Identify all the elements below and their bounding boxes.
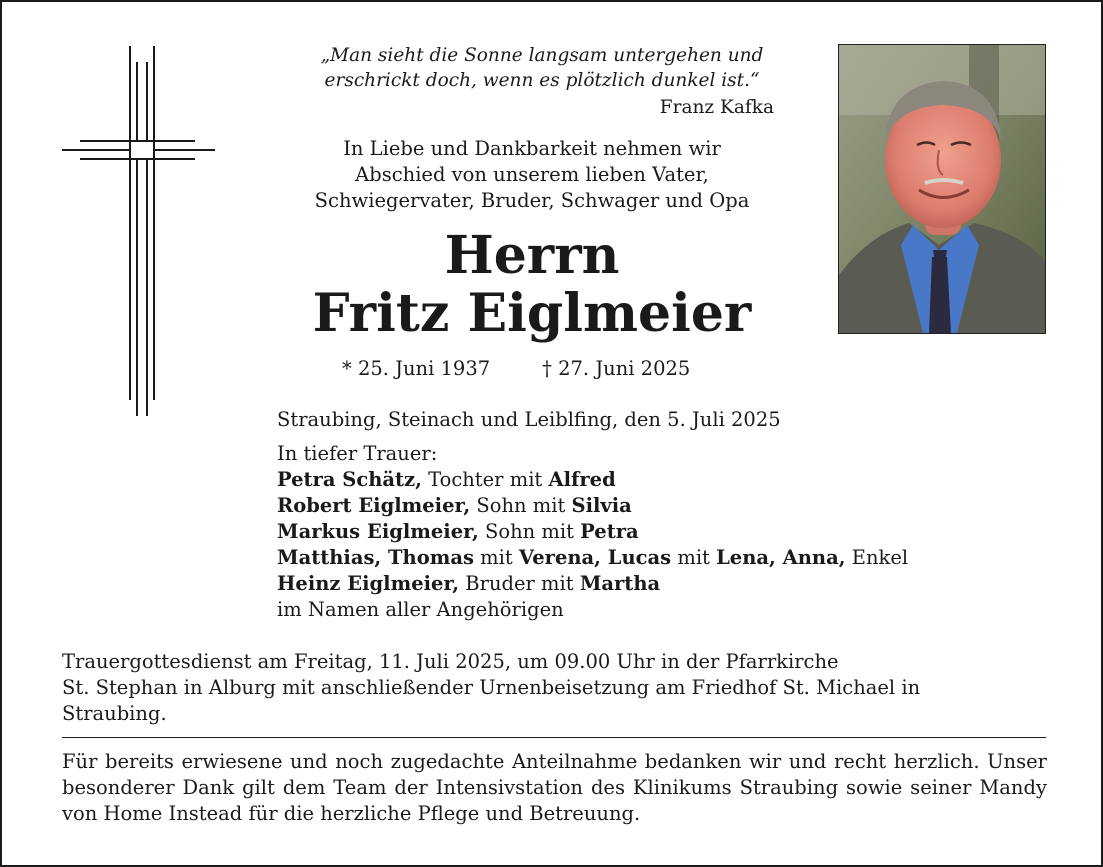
mourner-name: Petra Schätz, [277, 468, 422, 491]
mourner-name: Silvia [571, 494, 632, 517]
salutation: Herrn [444, 225, 620, 286]
mourner-name: Markus Eiglmeier, [277, 520, 479, 543]
relation-text: Sohn mit [470, 494, 572, 517]
mourner-name: Petra [580, 520, 639, 543]
mourners-heading: In tiefer Trauer: [277, 442, 438, 465]
intro-line: Abschied von unserem lieben Vater, [355, 163, 709, 186]
place-and-date: Straubing, Steinach und Leiblfing, den 5. Juli 2025 [277, 408, 781, 431]
thanks-text: Für bereits erwiesene und noch zugedachte Anteilnahme bedanken wir und recht herzlich. Unser besonderer Dank gilt dem Team der Intensivstation des Klinikums Straubing sowie seiner Mandy von Home Instead für die herzliche Pflege und Betreuung. [62, 750, 1047, 825]
death-date: † 27. Juni 2025 [542, 357, 691, 380]
deceased-name: Fritz Eiglmeier [312, 283, 752, 344]
mourner-name: Alfred [548, 468, 616, 491]
life-dates [342, 357, 690, 380]
service-line: Trauergottesdienst am Freitag, 11. Juli 2025, um 09.00 Uhr in der Pfarrkirche [62, 650, 839, 673]
birth-date: * 25. Juni 1937 [342, 357, 491, 380]
quote-line: „Man sieht die Sonne langsam untergehen und [320, 45, 764, 66]
relation-text: mit [671, 546, 717, 569]
relation-text: Sohn mit [478, 520, 581, 543]
service-line: St. Stephan in Alburg mit anschließender Urnenbeisetzung am Friedhof St. Michael in [62, 676, 921, 699]
relation-text: Enkel [845, 546, 909, 569]
mourner-name: Lena, Anna, [716, 546, 846, 569]
service-info [62, 649, 1047, 727]
divider [62, 737, 1046, 738]
mourner-line [277, 571, 908, 597]
intro-text [272, 136, 792, 214]
mourner-line [277, 519, 908, 545]
portrait-image [839, 45, 1045, 333]
intro-line: Schwiegervater, Bruder, Schwager und Opa [314, 189, 750, 212]
relation-text: Bruder mit [459, 572, 580, 595]
relation-text: Tochter mit [421, 468, 549, 491]
mourner-name: Heinz Eiglmeier, [277, 572, 460, 595]
portrait-photo [838, 44, 1046, 334]
quote [282, 43, 802, 93]
quote-line: erschrickt doch, wenn es plötzlich dunkel ist.“ [324, 70, 760, 91]
mourners-closing: im Namen aller Angehörigen [277, 598, 564, 621]
intro-line: In Liebe und Dankbarkeit nehmen wir [343, 137, 721, 160]
mourner-line [277, 545, 908, 571]
mourner-line [277, 467, 908, 493]
relation-text: mit [473, 546, 519, 569]
mourner-name: Martha [579, 572, 661, 595]
mourner-name: Robert Eiglmeier, [277, 494, 471, 517]
service-line: Straubing. [62, 702, 167, 725]
cross-icon [60, 44, 220, 424]
mourner-line [277, 493, 908, 519]
mourner-name: Matthias, Thomas [277, 546, 474, 569]
mourner-name: Verena, Lucas [518, 546, 672, 569]
quote-author: Franz Kafka [659, 97, 774, 118]
mourners-list [277, 441, 908, 623]
